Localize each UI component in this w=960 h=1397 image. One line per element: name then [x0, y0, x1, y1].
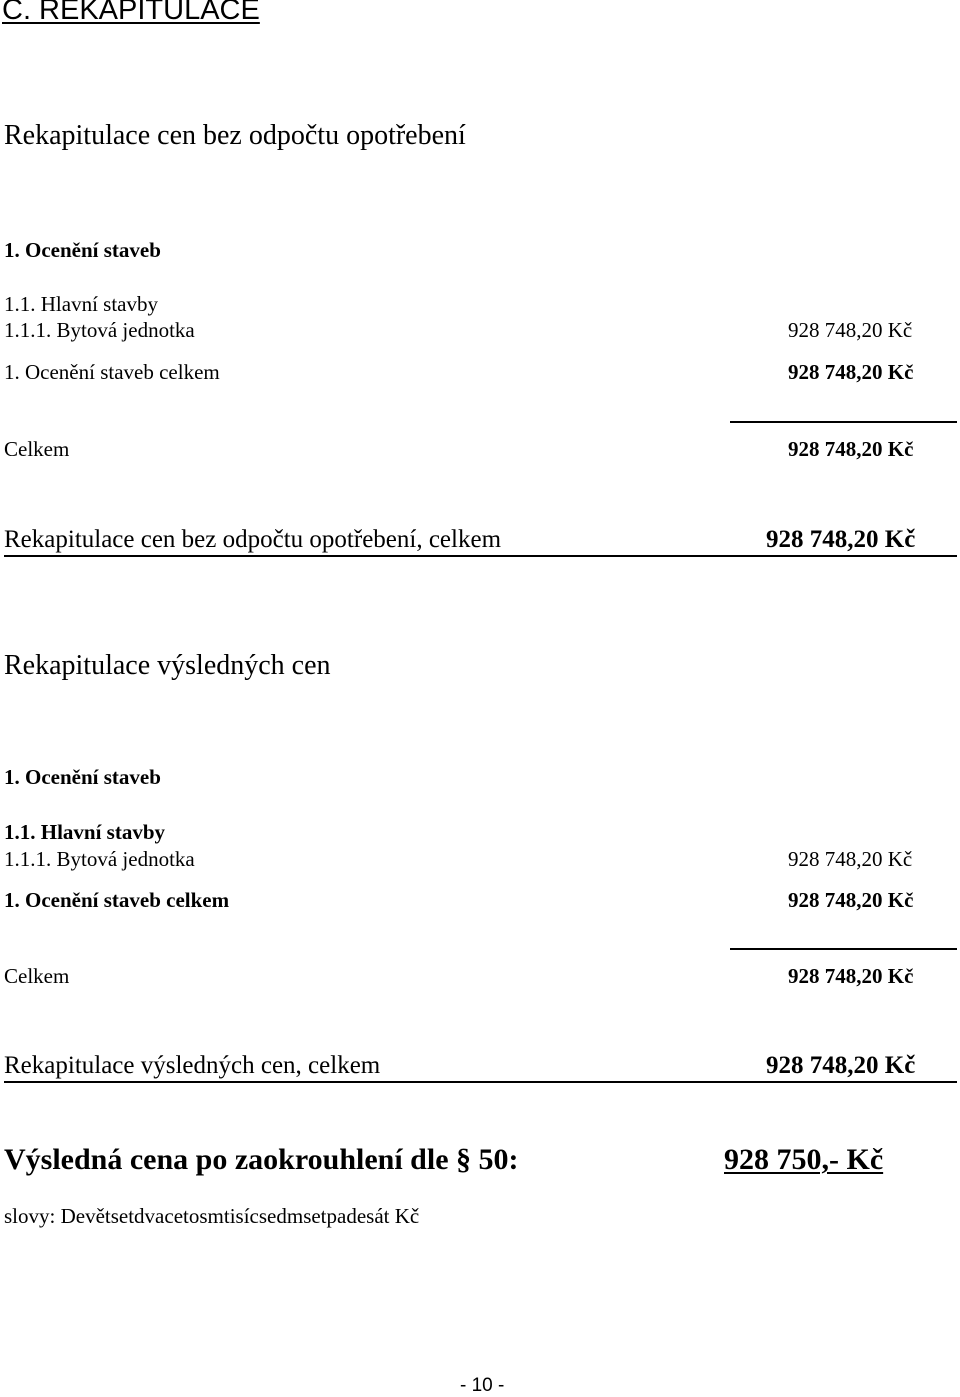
summary-underline: [4, 1081, 957, 1083]
item-value: 928 748,20 Kč: [788, 847, 913, 871]
total-label: Celkem: [4, 964, 70, 988]
summary-label: Rekapitulace výsledných cen, celkem: [4, 1052, 381, 1079]
total-value: 928 748,20 Kč: [788, 437, 914, 461]
document-heading: C. REKAPITULACE: [2, 0, 260, 26]
item-label: 1.1.1. Bytová jednotka: [4, 847, 195, 871]
total-label: Celkem: [4, 437, 70, 461]
price-in-words: slovy: Devětsetdvacetosmtisícsedmsetpadesát Kč: [4, 1204, 420, 1228]
group-label: 1. Ocenění staveb: [4, 238, 161, 262]
item-label: 1.1.1. Bytová jednotka: [4, 318, 195, 342]
final-price-label: Výsledná cena po zaokrouhlení dle § 50:: [4, 1143, 519, 1176]
page-number: - 10 -: [460, 1375, 505, 1396]
section-title: Rekapitulace cen bez odpočtu opotřebení: [4, 120, 466, 151]
group-label: 1. Ocenění staveb: [4, 765, 161, 789]
summary-value: 928 748,20 Kč: [766, 1052, 916, 1079]
total-divider: [730, 948, 957, 950]
summary-value: 928 748,20 Kč: [766, 526, 916, 553]
section-title: Rekapitulace výsledných cen: [4, 650, 331, 681]
group-total-value: 928 748,20 Kč: [788, 360, 914, 384]
final-price-value: 928 750,- Kč: [724, 1143, 884, 1176]
summary-underline: [4, 555, 957, 557]
subgroup-label: 1.1. Hlavní stavby: [4, 292, 158, 316]
subgroup-label: 1.1. Hlavní stavby: [4, 820, 166, 844]
group-total-label: 1. Ocenění staveb celkem: [4, 888, 230, 912]
group-total-label: 1. Ocenění staveb celkem: [4, 360, 220, 384]
summary-label: Rekapitulace cen bez odpočtu opotřebení, celkem: [4, 526, 502, 553]
total-divider: [730, 421, 957, 423]
item-value: 928 748,20 Kč: [788, 318, 913, 342]
group-total-value: 928 748,20 Kč: [788, 888, 914, 912]
total-value: 928 748,20 Kč: [788, 964, 914, 988]
